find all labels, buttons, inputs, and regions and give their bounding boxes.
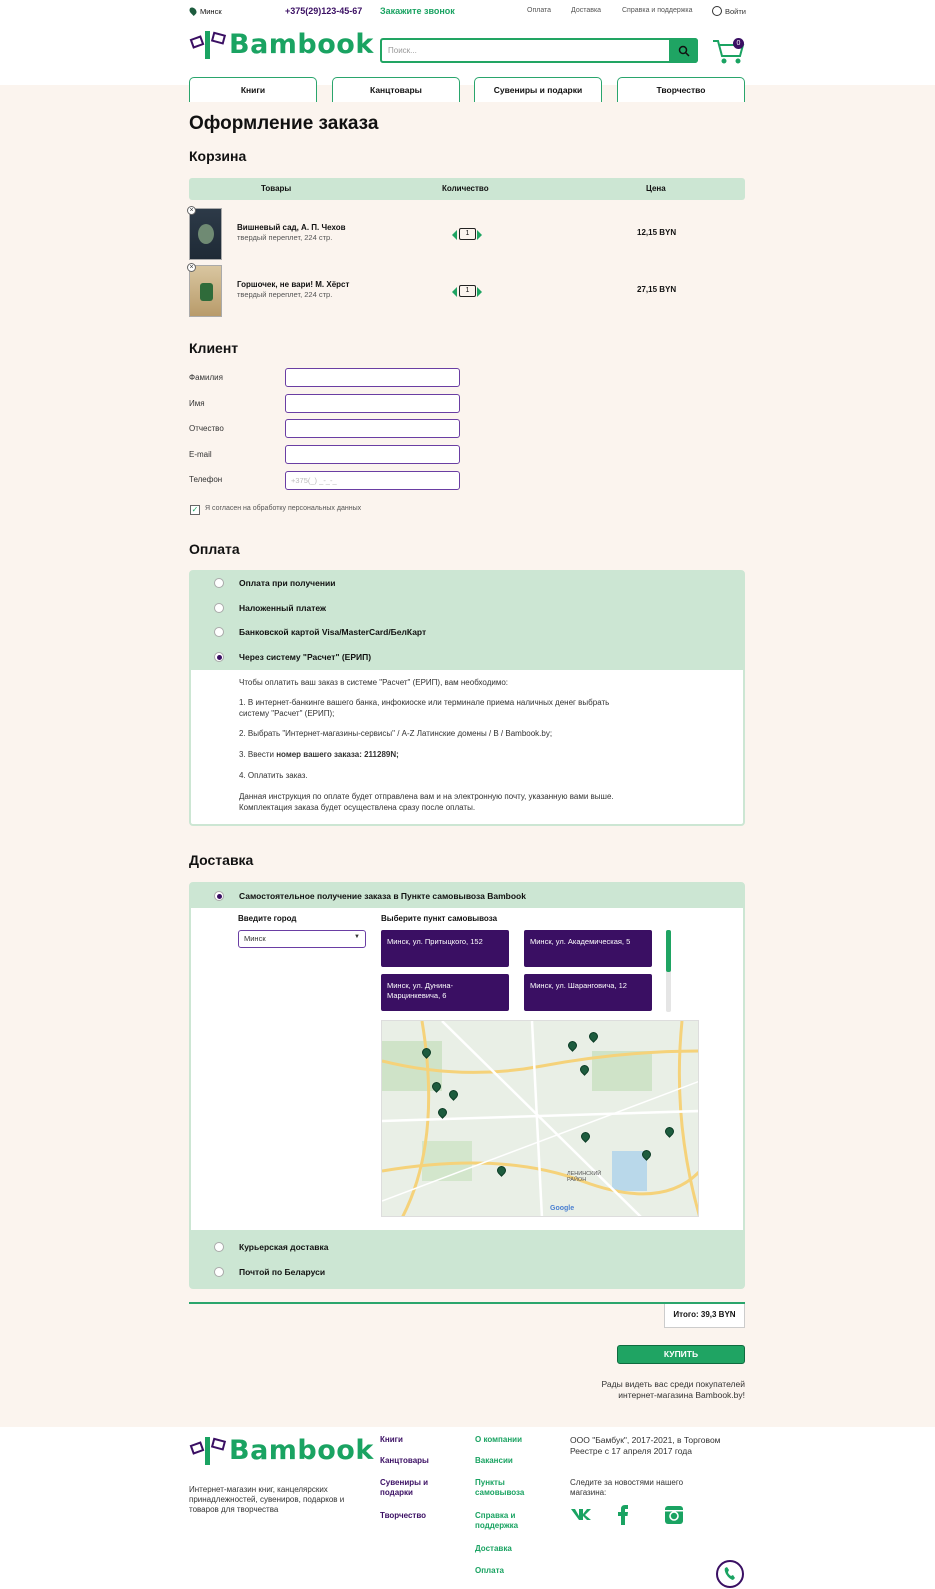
col-price: Цена xyxy=(646,184,666,193)
item-desc: твердый переплет, 224 стр. xyxy=(237,233,333,242)
footer-link-about[interactable]: О компании xyxy=(475,1435,522,1444)
footer-link-payment[interactable]: Оплата xyxy=(475,1566,504,1575)
instagram-icon[interactable] xyxy=(665,1506,683,1524)
site-footer xyxy=(0,1427,935,1589)
search-button[interactable] xyxy=(669,38,698,63)
radio-payment-card[interactable] xyxy=(214,627,224,637)
payment-options xyxy=(191,572,743,670)
remove-item-button[interactable]: × xyxy=(187,206,196,215)
delivery-pickup-label[interactable]: Самостоятельное получение заказа в Пункте самовывоза Bambook xyxy=(239,891,526,901)
radio-delivery-pickup[interactable] xyxy=(214,891,224,901)
city-label[interactable]: Минск xyxy=(200,7,222,16)
email-field[interactable] xyxy=(285,445,460,464)
increase-arrow-icon[interactable] xyxy=(477,230,482,240)
phone-call-button[interactable] xyxy=(716,1560,744,1588)
footer-link-pickup[interactable]: Пункты самовывоза xyxy=(475,1478,525,1497)
facebook-icon[interactable] xyxy=(617,1505,629,1525)
order-total: Итого: 39,3 BYN xyxy=(664,1304,745,1328)
radio-delivery-courier[interactable] xyxy=(214,1242,224,1252)
footer-link-stationery[interactable]: Канцтовары xyxy=(380,1456,429,1465)
col-quantity: Количество xyxy=(442,184,489,193)
increase-arrow-icon[interactable] xyxy=(477,287,482,297)
tab-stationery[interactable]: Канцтовары xyxy=(332,77,460,102)
quantity-stepper[interactable] xyxy=(452,285,480,298)
radio-payment-erip[interactable] xyxy=(214,652,224,662)
books-logo-icon xyxy=(189,1433,229,1467)
quantity-stepper[interactable] xyxy=(452,228,480,241)
top-link-delivery[interactable]: Доставка xyxy=(571,7,602,14)
item-desc: твердый переплет, 224 стр. xyxy=(237,290,333,299)
search-icon xyxy=(678,45,690,57)
erip-step-4: 4. Оплатить заказ. xyxy=(239,771,308,780)
phone-placeholder: +375(_) _-_-_ xyxy=(291,476,337,485)
footer-logo[interactable] xyxy=(189,1433,374,1467)
payment-card-label[interactable]: Банковской картой Visa/MasterCard/БелКарт xyxy=(239,627,427,637)
cart-row xyxy=(189,265,745,317)
footer-about: Интернет-магазин книг, канцелярских принадлежностей, сувениров, подарков и товаров для творчества xyxy=(189,1485,345,1514)
erip-step-1: 1. В интернет-банкинге вашего банка, инфокиоске или терминале приема наличных денег выбрать систему "Расчет" (ЕРИП); xyxy=(239,698,610,718)
dropdown-arrow-icon: ▼ xyxy=(354,934,360,940)
delivery-other-options xyxy=(191,1230,743,1287)
footer-legal: ООО "Бамбук", 2017-2021, в Торговом Реестре с 17 апреля 2017 года xyxy=(570,1435,721,1456)
top-link-payment[interactable]: Оплата xyxy=(527,7,552,14)
cart-table-header xyxy=(189,178,745,200)
vk-icon[interactable] xyxy=(570,1507,592,1521)
delivery-panel xyxy=(189,882,745,1289)
pickup-map[interactable] xyxy=(381,1020,699,1217)
erip-intro: Чтобы оплатить ваш заказ в системе "Расчет" (ЕРИП), вам необходимо: xyxy=(239,678,508,687)
buy-button[interactable]: КУПИТЬ xyxy=(617,1345,745,1364)
radio-payment-cash[interactable] xyxy=(214,578,224,588)
item-price: 12,15 BYN xyxy=(637,228,677,237)
lastname-label: Фамилия xyxy=(189,373,223,382)
footer-link-creativity[interactable]: Творчество xyxy=(380,1511,427,1520)
delivery-courier-label[interactable]: Курьерская доставка xyxy=(239,1242,329,1252)
cart-button[interactable] xyxy=(712,37,748,65)
scrollbar-thumb[interactable] xyxy=(666,930,671,972)
footer-link-vacancies[interactable]: Вакансии xyxy=(475,1456,513,1465)
city-select[interactable] xyxy=(238,930,366,948)
col-goods: Товары xyxy=(261,184,292,193)
books-logo-icon xyxy=(189,27,229,61)
remove-item-button[interactable]: × xyxy=(187,263,196,272)
payment-panel xyxy=(189,570,745,826)
order-number: номер вашего заказа: 211289N; xyxy=(276,750,399,759)
tab-souvenirs[interactable]: Сувениры и подарки xyxy=(474,77,602,102)
pickup-point-option[interactable]: Минск, ул. Академическая, 5 xyxy=(524,930,652,967)
page-title: Оформление заказа xyxy=(189,113,379,134)
city-select-value: Минск xyxy=(244,934,266,943)
search-bar[interactable] xyxy=(380,38,698,63)
erip-step-3-prefix: 3. Ввести xyxy=(239,750,277,759)
quantity-value[interactable]: 1 xyxy=(459,285,476,297)
footer-link-souvenirs[interactable]: Сувениры и подарки xyxy=(380,1478,429,1497)
payment-title: Оплата xyxy=(189,541,240,557)
delivery-post-label[interactable]: Почтой по Беларуси xyxy=(239,1267,326,1277)
location-pin-icon xyxy=(188,6,198,16)
footer-link-books[interactable]: Книги xyxy=(380,1435,403,1444)
pickup-point-option[interactable]: Минск, ул. Шаранговича, 12 xyxy=(524,974,652,1011)
phone-label: Телефон xyxy=(189,475,223,484)
consent-checkbox[interactable]: ✓ xyxy=(191,505,199,514)
thanks-message: Рады видеть вас среди покупателей интернет-магазина Bambook.by! xyxy=(601,1379,745,1400)
callback-link[interactable]: Закажите звонок xyxy=(380,6,455,16)
erip-step-2: 2. Выбрать "Интернет-магазины-сервисы" / A-Z Латинские домены / B / Bambook.by; xyxy=(239,729,553,738)
footer-link-delivery[interactable]: Доставка xyxy=(475,1544,512,1553)
top-link-support[interactable]: Справка и поддержка xyxy=(622,7,693,14)
cart-title: Корзина xyxy=(189,148,247,164)
search-input[interactable]: Поиск... xyxy=(388,46,417,55)
footer-link-support[interactable]: Справка и поддержка xyxy=(475,1511,519,1530)
firstname-field[interactable] xyxy=(285,394,460,413)
patronymic-field[interactable] xyxy=(285,419,460,438)
footer-follow: Следите за новостями нашего магазина: xyxy=(570,1478,684,1497)
city-select-label: Введите город xyxy=(238,914,297,923)
total-divider xyxy=(189,1302,745,1304)
radio-payment-cod[interactable] xyxy=(214,603,224,613)
phone-field[interactable] xyxy=(285,471,460,490)
map-district-label: ЛЕНИНСКИЙ РАЙОН xyxy=(567,1171,602,1183)
footer-logo-text: Bambook xyxy=(229,1434,374,1466)
item-name[interactable]: Вишневый сад, А. П. Чехов xyxy=(237,223,346,232)
tab-books[interactable]: Книги xyxy=(189,77,317,102)
radio-delivery-post[interactable] xyxy=(214,1267,224,1277)
payment-cash-label[interactable]: Оплата при получении xyxy=(239,578,336,588)
lastname-field[interactable] xyxy=(285,368,460,387)
pickup-scrollbar[interactable] xyxy=(666,930,671,1012)
pickup-point-label: Выберите пункт самовывоза xyxy=(381,914,498,923)
item-price: 27,15 BYN xyxy=(637,285,677,294)
consent-label: Я согласен на обработку персональных данных xyxy=(205,505,362,512)
user-icon[interactable] xyxy=(712,6,722,16)
erip-note: Данная инструкция по оплате будет отправлена вам и на электронную почту, указанную вами выше. Комплектация заказа будет осуществлена сразу после оплаты. xyxy=(239,792,614,812)
map-google-logo: Google xyxy=(550,1205,575,1212)
payment-cod-label[interactable]: Наложенный платеж xyxy=(239,603,327,613)
login-link[interactable]: Войти xyxy=(725,7,746,16)
quantity-value[interactable]: 1 xyxy=(459,228,476,240)
cart-row xyxy=(189,208,745,260)
erip-step-3 xyxy=(239,749,659,760)
pickup-point-option[interactable]: Минск, ул. Притыцкого, 152 xyxy=(381,930,509,967)
logo-text: Bambook xyxy=(229,28,374,60)
cart-count-badge: 0 xyxy=(733,38,744,49)
pickup-point-option[interactable]: Минск, ул. Дунина- Марцинкевича, 6 xyxy=(381,974,509,1011)
patronymic-label: Отчество xyxy=(189,424,224,433)
site-header xyxy=(0,0,935,85)
decrease-arrow-icon[interactable] xyxy=(452,230,457,240)
client-title: Клиент xyxy=(189,340,239,356)
phone-number[interactable]: +375(29)123-45-67 xyxy=(285,6,363,16)
payment-erip-label[interactable]: Через систему "Расчет" (ЕРИП) xyxy=(239,652,372,662)
book-cover[interactable] xyxy=(189,208,222,260)
email-label: E-mail xyxy=(189,450,212,459)
site-logo[interactable] xyxy=(189,27,374,61)
tab-creativity[interactable]: Творчество xyxy=(617,77,745,102)
decrease-arrow-icon[interactable] xyxy=(452,287,457,297)
firstname-label: Имя xyxy=(189,399,205,408)
phone-icon xyxy=(718,1562,742,1586)
delivery-title: Доставка xyxy=(189,852,254,868)
book-cover[interactable] xyxy=(189,265,222,317)
item-name[interactable]: Горшочек, не вари! М. Хёрст xyxy=(237,280,350,289)
